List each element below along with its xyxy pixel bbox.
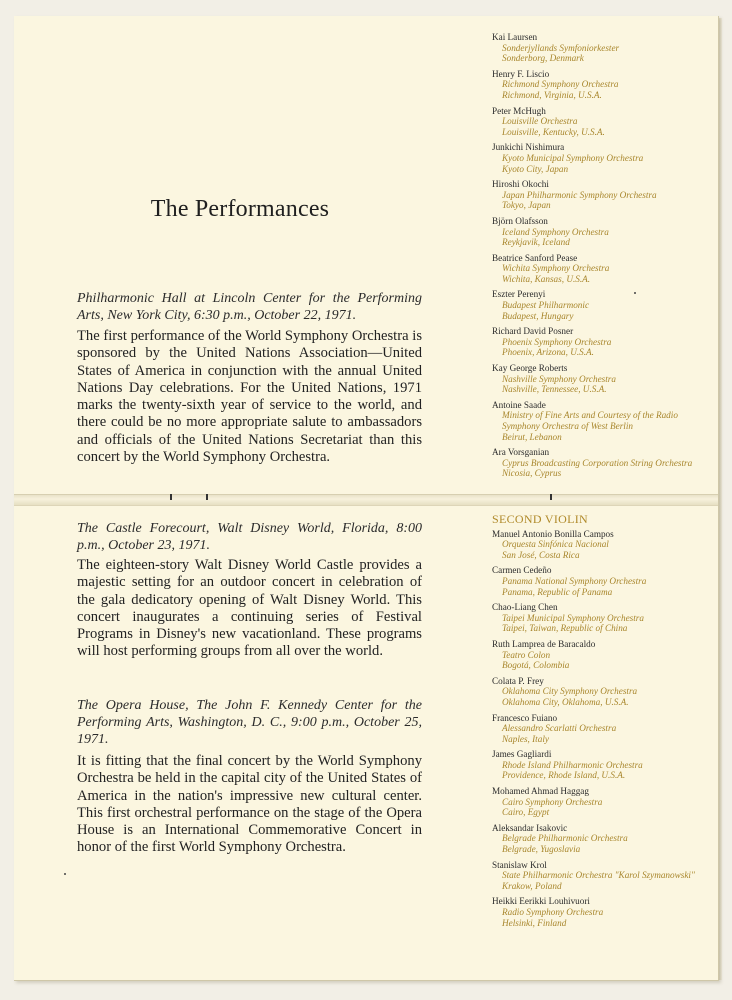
member-name: Björn Olafsson — [492, 215, 548, 226]
roster-member — [492, 216, 717, 248]
member-name: Richard David Posner — [492, 326, 574, 337]
roster-member — [492, 529, 717, 561]
performance-description: The first performance of the World Symphony Orchestra is sponsored by the United Nations Association—United States of America in conjunction with the annual United Nations Day celebrations. For the United Nations, 1971 marks the twenty-sixth year of service to the world, and there could be no more appropriate salute to ambassadors and officials of the United Nations Secretariat than this concert by the World Symphony Orchestra. — [77, 328, 422, 466]
roster-member — [492, 142, 717, 174]
member-location: Panama, Republic of Panama — [502, 586, 613, 597]
member-location: Phoenix, Arizona, U.S.A. — [502, 347, 594, 358]
member-name: Henry F. Liscio — [492, 68, 550, 79]
member-name: Francesco Fuiano — [492, 712, 558, 723]
member-orchestra: Belgrade Philharmonic Orchestra — [502, 833, 628, 844]
roster-member — [492, 749, 717, 781]
member-name: Aleksandar Isakovic — [492, 822, 568, 833]
member-orchestra: Iceland Symphony Orchestra — [502, 226, 609, 237]
roster-member — [492, 713, 717, 745]
member-location: Budapest, Hungary — [502, 310, 574, 321]
member-location: Sonderborg, Denmark — [502, 53, 584, 64]
member-location: Taipei, Taiwan, Republic of China — [502, 623, 628, 634]
member-name: Kay George Roberts — [492, 363, 568, 374]
member-name: Junkichi Nishimura — [492, 142, 565, 153]
member-name: Eszter Perenyi — [492, 289, 546, 300]
member-location: Bogotá, Colombia — [502, 660, 570, 671]
member-name: Hiroshi Okochi — [492, 179, 549, 190]
member-location: Krakow, Poland — [502, 880, 562, 891]
member-orchestra: Teatro Colon — [502, 649, 551, 660]
member-location: Nashville, Tennessee, U.S.A. — [502, 384, 607, 395]
roster-member — [492, 602, 717, 634]
member-orchestra: Budapest Philharmonic — [502, 300, 590, 311]
member-orchestra: Japan Philharmonic Symphony Orchestra — [502, 189, 657, 200]
staple-mark — [206, 494, 208, 500]
member-location: Beirut, Lebanon — [502, 431, 562, 442]
member-orchestra: Louisville Orchestra — [502, 116, 578, 127]
member-location: Wichita, Kansas, U.S.A. — [502, 273, 591, 284]
member-orchestra: Radio Symphony Orchestra — [502, 907, 604, 917]
member-name: Ruth Lamprea de Baracaldo — [492, 638, 596, 649]
member-name: Ara Vorsganian — [492, 447, 550, 458]
roster-member — [492, 896, 717, 928]
member-location: Nicosia, Cyprus — [502, 468, 562, 479]
roster-member — [492, 289, 717, 321]
member-name: Heikki Eerikki Louhivuori — [492, 896, 590, 907]
member-name: Chao-Liang Chen — [492, 602, 558, 613]
second-violin-roster — [492, 514, 717, 933]
member-location: Kyoto City, Japan — [502, 163, 569, 174]
roster-member — [492, 639, 717, 671]
roster-member — [492, 253, 717, 285]
paper-speck — [64, 873, 66, 875]
member-location: Cairo, Egypt — [502, 807, 550, 818]
member-location: Louisville, Kentucky, U.S.A. — [502, 126, 605, 137]
member-orchestra: Oklahoma City Symphony Orchestra — [502, 686, 638, 697]
member-orchestra: Panama National Symphony Orchestra — [502, 575, 647, 586]
performance-venue: The Castle Forecourt, Walt Disney World, Florida, 8:00 p.m., October 23, 1971. — [77, 521, 422, 553]
member-location: San José, Costa Rica — [502, 549, 580, 560]
roster-member — [492, 69, 717, 101]
roster-member — [492, 106, 717, 138]
member-name: Stanislaw Krol — [492, 859, 547, 870]
member-orchestra: Rhode Island Philharmonic Orchestra — [502, 759, 643, 770]
roster-member — [492, 326, 717, 358]
member-name: Colata P. Frey — [492, 675, 544, 686]
roster-member — [492, 32, 717, 64]
member-name: Peter McHugh — [492, 105, 546, 116]
member-location: Providence, Rhode Island, U.S.A. — [502, 770, 626, 781]
member-location: Naples, Italy — [502, 733, 549, 744]
paper-speck — [634, 292, 636, 294]
roster-member — [492, 179, 717, 211]
member-location: Belgrade, Yugoslavia — [502, 844, 581, 855]
member-name: Beatrice Sanford Pease — [492, 252, 578, 263]
roster-member — [492, 676, 717, 708]
performance-venue: Philharmonic Hall at Lincoln Center for the Performing Arts, New York City, 6:30 p.m., October 22, 1971. — [77, 291, 422, 323]
member-orchestra: Nashville Symphony Orchestra — [502, 373, 616, 384]
performance-description: It is fitting that the final concert by the World Symphony Orchestra be held in the capital city of the United States of America in the nation's impressive new cultural center. This first orchestral performance on the stage of the Opera House is an International Commemorative Concert in honor of the first World Symphony Orchestra. — [77, 753, 422, 856]
member-name: Manuel Antonio Bonilla Campos — [492, 528, 614, 539]
member-name: James Gagliardi — [492, 749, 552, 760]
member-name: Carmen Cedeño — [492, 565, 552, 576]
member-name: Mohamed Ahmad Haggag — [492, 786, 589, 797]
member-orchestra: Alessandro Scarlatti Orchestra — [502, 723, 617, 734]
roster-member — [492, 447, 717, 479]
member-name: Kai Laursen — [492, 32, 538, 42]
member-orchestra: Cyprus Broadcasting Corporation String Orchestra — [502, 457, 693, 468]
member-orchestra: Sonderjyllands Symfoniorkester — [502, 42, 620, 53]
member-location: Reykjavik, Iceland — [502, 237, 570, 248]
member-orchestra: Richmond Symphony Orchestra — [502, 79, 619, 90]
roster-member — [492, 400, 717, 442]
member-location: Helsinki, Finland — [502, 917, 567, 928]
page-title: The Performances — [150, 196, 330, 222]
section-title: SECOND VIOLIN — [492, 512, 589, 526]
staple-mark — [170, 494, 172, 500]
roster-member — [492, 786, 717, 818]
member-location: Oklahoma City, Oklahoma, U.S.A. — [502, 696, 629, 707]
member-orchestra: Wichita Symphony Orchestra — [502, 263, 610, 274]
member-orchestra: Phoenix Symphony Orchestra — [502, 336, 612, 347]
member-orchestra: State Philharmonic Orchestra "Karol Szymanowski" — [502, 870, 695, 881]
roster-member — [492, 363, 717, 395]
member-orchestra: Kyoto Municipal Symphony Orchestra — [502, 152, 644, 163]
member-orchestra: Cairo Symphony Orchestra — [502, 796, 603, 807]
member-location: Tokyo, Japan — [502, 200, 551, 211]
performance-description: The eighteen-story Walt Disney World Castle provides a majestic setting for an outdoor concert in celebration of the gala dedicatory opening of Walt Disney World. This concert inaugurates a continuing series of Festival Programs in Disney's new vacationland. These programs will host performing groups from all over the world. — [77, 557, 422, 660]
staple-mark — [550, 494, 552, 500]
roster-member — [492, 823, 717, 855]
roster-member — [492, 565, 717, 597]
performance-venue: The Opera House, The John F. Kennedy Center for the Performing Arts, Washington, D. C., 9:00 p.m., October 25, 1971. — [77, 698, 422, 747]
member-orchestra: Ministry of Fine Arts and Courtesy of the Radio Symphony Orchestra of West Berlin — [502, 410, 678, 431]
member-name: Antoine Saade — [492, 399, 546, 410]
first-violin-roster — [492, 32, 717, 484]
member-location: Richmond, Virginia, U.S.A. — [502, 89, 602, 100]
roster-member — [492, 860, 717, 892]
member-orchestra: Orquesta Sinfónica Nacional — [502, 539, 609, 550]
member-orchestra: Taipei Municipal Symphony Orchestra — [502, 612, 644, 623]
center-fold — [14, 494, 718, 506]
